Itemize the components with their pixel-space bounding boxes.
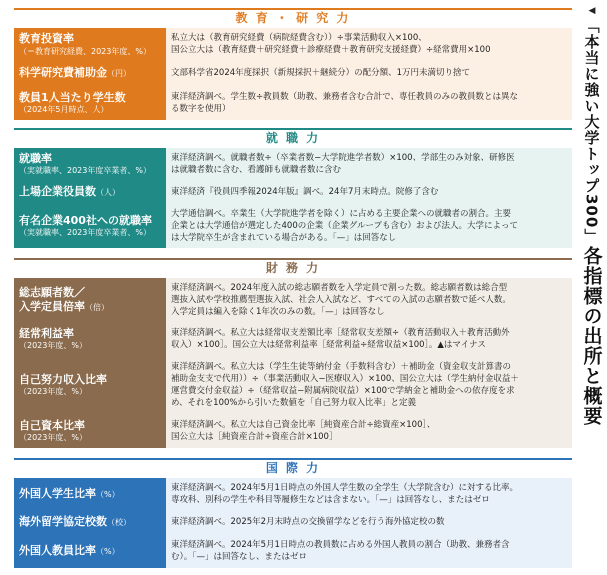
description-line: 東洋経済調べ。私立大は経常収支差額比率［経常収支差額÷（教育活動収入＋教育活動外 — [171, 328, 510, 338]
description-line: 運営費交付金収益）÷（経常収益−附属病院収益）×100で学納金と補助金への依存度を求 — [171, 386, 515, 396]
indicator-name: 総志願者数／ 入学定員倍率 — [19, 285, 85, 313]
description-line: 国公立大は［純資産合計÷資産合計×100］ — [171, 432, 338, 442]
description-line: 企業とは大学通信が選定した400の企業（企業グループも含む）および法人。大学によって — [171, 221, 519, 231]
row-label-cell — [14, 180, 166, 204]
description-line: は大学院卒生が含まれている場合がある。「—」は回答なし — [171, 233, 397, 243]
indicator-description — [166, 322, 572, 356]
indicator-unit: （%） — [96, 546, 120, 556]
section-finance-header: 財 務 力 — [14, 258, 572, 276]
indicator-note: （実就職率、2023年度卒業者、%） — [19, 228, 151, 237]
row-listed-company-executives — [14, 180, 572, 205]
row-label-cell — [14, 278, 166, 322]
description-line: 補助金支支で代用））÷（事業活動収入−医療収入）×100、国公立大は（学生納付金収益＋ — [171, 374, 519, 384]
row-overseas-partner-schools — [14, 510, 572, 535]
section-international-header: 国 際 力 — [14, 458, 572, 476]
triangle-marker-icon: ◀ — [588, 6, 596, 16]
description-line: 専攻科、別科の学生や科目等履修生などは含まない。「—」は回答なし、またはゼロ — [171, 495, 490, 505]
description-line: 東洋経済調べ。私立大は（学生生徒等納付金（手数料含む）＋補助金（資金収支計算書の — [171, 362, 512, 372]
row-ordinary-profit-margin — [14, 322, 572, 357]
description-line: め、それを100%から引いた数値を「自己努力収入比率」と定義 — [171, 398, 416, 408]
description-line: む）。「—」は回答なし、またはゼロ — [171, 552, 308, 562]
indicator-name: 有名企業400社への就職率 — [19, 214, 152, 227]
indicator-description — [166, 478, 572, 510]
indicator-description — [166, 278, 572, 322]
row-applicant-ratio — [14, 278, 572, 323]
section-employment-header: 就 職 力 — [14, 128, 572, 146]
indicator-unit: （人） — [96, 187, 120, 197]
side-title-line2: 各指標の出所と概要 — [580, 246, 603, 427]
description-line: 入学定員は編入を除く1年次のみの数。「—」は回答なし — [171, 307, 385, 317]
row-label-cell — [14, 148, 166, 180]
indicator-description — [166, 414, 572, 448]
indicator-description — [166, 60, 572, 86]
row-equity-ratio — [14, 414, 572, 448]
description-line: 東洋経済調べ。2025年2月末時点の交換留学などを行う海外協定校の数 — [171, 517, 445, 527]
description-line: 選抜入試や学校推薦型選抜入試、社会人入試など、すべての入試の志願者数で延べ人数。 — [171, 295, 511, 305]
row-foreign-faculty-ratio — [14, 534, 572, 568]
side-title-line1: 「本当に強い大学トップ300」 — [582, 18, 601, 245]
indicator-note: （2023年度、%） — [19, 433, 87, 442]
description-line: 東洋経済調べ。私立大は自己資金比率［純資産合計÷総資産×100］、 — [171, 420, 436, 430]
side-title — [580, 6, 604, 572]
indicator-name: 就職率 — [19, 152, 52, 165]
description-line: 大学通信調べ。卒業生（大学院進学者を除く）に占める主要企業への就職者の割合。主要 — [171, 209, 512, 219]
indicator-name: 自己努力収入比率 — [19, 373, 107, 386]
indicator-name: 外国人学生比率 — [19, 486, 96, 500]
row-label-cell — [14, 414, 166, 448]
row-label-cell — [14, 28, 166, 60]
indicator-description — [166, 510, 572, 534]
description-line: 東洋経済調べ。2024年5月1日時点の外国人学生数の全学生（大学院含む）に対する比率。 — [171, 483, 518, 493]
indicator-description — [166, 204, 572, 248]
row-label-cell — [14, 356, 166, 414]
indicator-unit: （校） — [107, 517, 131, 527]
description-line: 東洋経済調べ。就職者数÷（卒業者数−大学院進学者数）×100、学部生のみ対象、研修医 — [171, 153, 515, 163]
row-top400-employment — [14, 204, 572, 248]
indicator-note: （2023年度、%） — [19, 387, 87, 396]
row-label-cell — [14, 86, 166, 120]
description-line: る数字を使用） — [171, 104, 231, 114]
section-education-research-header: 教 育 ・ 研 究 力 — [14, 8, 572, 26]
indicator-name: 教員1人当たり学生数 — [19, 91, 126, 104]
row-label-cell — [14, 534, 166, 568]
description-line: 東洋経済『役員四季報2024年版』調べ。24年7月末時点。院修了含む — [171, 187, 439, 197]
indicator-note: （2024年5月時点、人） — [19, 105, 109, 114]
indicator-note: （2023年度、%） — [19, 341, 87, 350]
description-line: 私立大は（教育研究経費（病院経費含む））÷事業活動収入×100、 — [171, 33, 427, 43]
description-line: 収入）×100］。国公立大は経常利益率［経常利益÷経常収益×100］。▲はマイナス — [171, 340, 486, 350]
row-kakenhi — [14, 60, 572, 87]
indicator-description — [166, 148, 572, 180]
indicator-unit: （%） — [96, 489, 120, 499]
indicator-name: 外国人教員比率 — [19, 543, 96, 557]
row-label-cell — [14, 204, 166, 248]
indicator-description — [166, 534, 572, 568]
indicator-name: 上場企業役員数 — [19, 184, 96, 198]
description-line: 東洋経済調べ。2024年5月1日時点の教員数に占める外国人教員の割合（助教、兼務者含 — [171, 540, 510, 550]
row-label-cell — [14, 60, 166, 86]
indicator-description — [166, 356, 572, 414]
indicator-description — [166, 28, 572, 60]
indicator-name: 海外留学協定校数 — [19, 514, 107, 528]
indicator-description — [166, 86, 572, 120]
row-label-cell — [14, 322, 166, 356]
indicator-unit: （倍） — [85, 302, 109, 312]
indicator-description — [166, 180, 572, 204]
description-line: 東洋経済調べ。2024年度入試の総志願者数を入学定員で割った数。総志願者数は総合型 — [171, 283, 508, 293]
indicator-note: （実就職率、2023年度卒業者、%） — [19, 166, 151, 175]
indicator-unit: （円） — [107, 68, 131, 78]
row-foreign-student-ratio — [14, 478, 572, 511]
description-line: は就職者数に含む、看護師も就職者数に含む — [171, 165, 342, 175]
indicator-name: 自己資本比率 — [19, 419, 85, 432]
description-line: 東洋経済調べ。学生数÷教員数（助教、兼務者含む合計で、専任教員のみの教員数とは異な — [171, 92, 518, 102]
description-line: 国公立大は（教育経費＋研究経費＋診療経費＋教育研究支援経費）÷経常費用×100 — [171, 45, 491, 55]
row-label-cell — [14, 478, 166, 510]
row-students-per-faculty — [14, 86, 572, 120]
indicator-note: （＝教育研究経費、2023年度、%） — [19, 46, 151, 56]
description-line: 文部科学省2024年度採択（新規採択＋継続分）の配分額、1万円未満切り捨て — [171, 68, 471, 78]
indicator-name: 科学研究費補助金 — [19, 65, 107, 79]
indicator-name: 経常利益率 — [19, 327, 74, 340]
indicator-name: 教育投資率 — [19, 31, 74, 45]
row-education-investment — [14, 28, 572, 61]
row-self-effort-income — [14, 356, 572, 415]
row-employment-rate — [14, 148, 572, 181]
row-label-cell — [14, 510, 166, 534]
